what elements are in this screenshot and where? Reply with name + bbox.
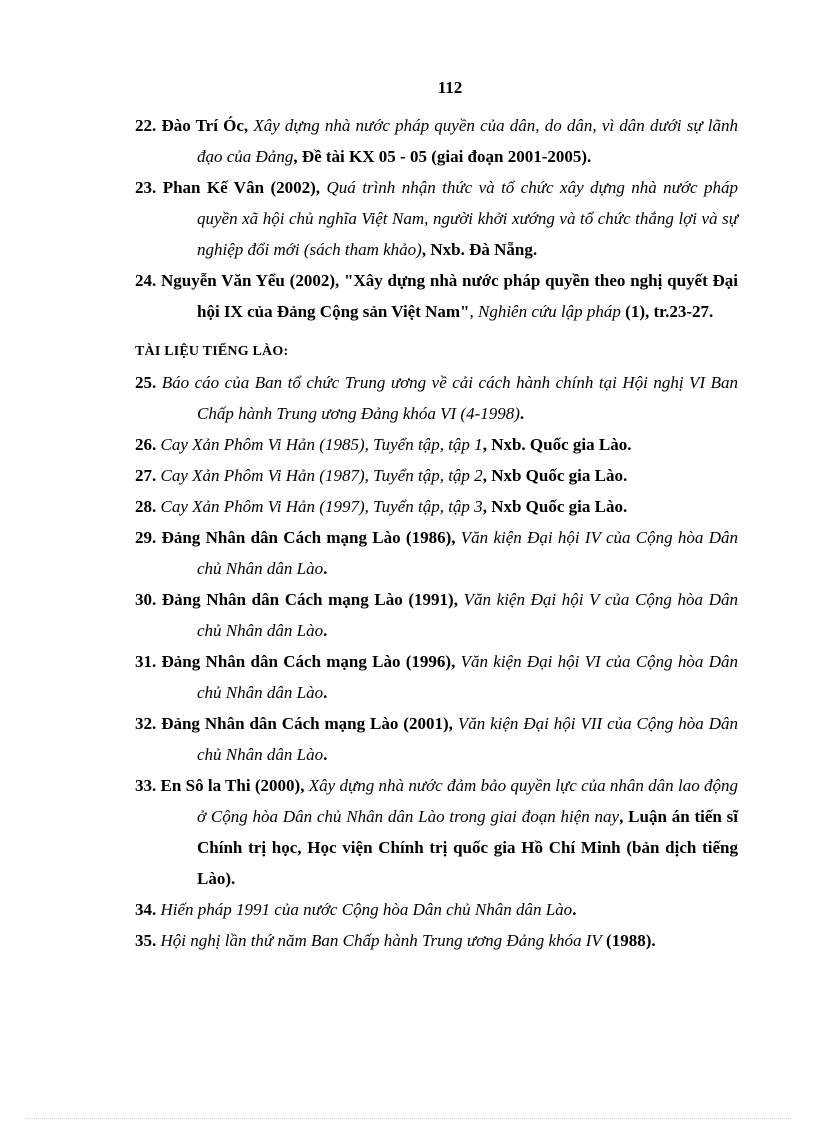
- reference-item: [135, 460, 738, 491]
- reference-text: , Nxb Quốc gia Lào.: [482, 497, 628, 516]
- reference-number: 24.: [135, 271, 157, 290]
- reference-text: .: [323, 621, 328, 640]
- reference-text: .: [572, 900, 577, 919]
- reference-title: Văn kiện Đại hội VI của Cộng hòa Dân chủ Nhân dân Lào: [197, 652, 738, 702]
- reference-text: Phan Kế Vân (2002),: [162, 178, 327, 197]
- reference-item: [135, 646, 738, 708]
- reference-title: Hiến pháp 1991 của nước Cộng hòa Dân chủ Nhân dân Lào: [160, 900, 573, 919]
- reference-number: 27.: [135, 466, 157, 485]
- reference-number: 34.: [135, 900, 157, 919]
- page-bottom-divider: [25, 1118, 791, 1119]
- reference-title: Văn kiện Đại hội VII của Cộng hòa Dân chủ Nhân dân Lào: [197, 714, 739, 764]
- reference-text: .: [323, 683, 328, 702]
- reference-text: Nguyễn Văn Yểu (2002), "Xây dựng nhà nước pháp quyền theo nghị quyết Đại hội IX của Đảng Cộng sản Việt Nam": [161, 271, 739, 321]
- reference-text: Đảng Nhân dân Cách mạng Lào (1986),: [161, 528, 461, 547]
- vietnamese-references: [135, 110, 738, 327]
- reference-text: , Nxb. Quốc gia Lào.: [482, 435, 632, 454]
- reference-text: .: [519, 404, 525, 423]
- reference-title: Quá trình nhận thức và tổ chức xây dựng nhà nước pháp quyền xã hội chủ nghĩa Việt Nam, người khởi xướng và tổ chức thắng lợi và sự nghiệp đổi mới (sách tham khảo): [197, 178, 739, 259]
- reference-number: 25.: [135, 373, 157, 392]
- reference-number: 30.: [135, 590, 157, 609]
- reference-text: (1988).: [601, 931, 656, 950]
- reference-item: [135, 894, 738, 925]
- reference-item: [135, 429, 738, 460]
- reference-item: [135, 708, 738, 770]
- page-number: 112: [437, 78, 463, 97]
- reference-item: [135, 925, 738, 956]
- reference-title: Hội nghị lần thứ năm Ban Chấp hành Trung ương Đảng khóa IV: [160, 931, 602, 950]
- reference-number: 26.: [135, 435, 157, 454]
- reference-list: [135, 110, 738, 956]
- reference-text: , Đề tài KX 05 - 05 (giai đoạn 2001-2005).: [293, 147, 592, 166]
- reference-number: 28.: [135, 497, 157, 516]
- reference-text: (1), tr.23-27.: [620, 302, 714, 321]
- reference-text: Đảng Nhân dân Cách mạng Lào (2001),: [161, 714, 458, 733]
- reference-number: 22.: [135, 116, 157, 135]
- reference-number: 31.: [135, 652, 157, 671]
- reference-item: [135, 491, 738, 522]
- reference-number: 29.: [135, 528, 157, 547]
- reference-text: , Nxb. Đà Nẵng.: [421, 240, 538, 259]
- reference-item: [135, 367, 738, 429]
- reference-item: [135, 584, 738, 646]
- reference-item: [135, 265, 738, 327]
- reference-text: .: [323, 559, 328, 578]
- reference-number: 33.: [135, 776, 157, 795]
- reference-text: , Luận án tiến sĩ Chính trị học, Học viện Chính trị quốc gia Hồ Chí Minh (bản dịch tiếng Lào).: [197, 807, 738, 888]
- reference-text: .: [323, 745, 328, 764]
- reference-text: , Nxb Quốc gia Lào.: [482, 466, 628, 485]
- reference-text: En Sô la Thi (2000),: [160, 776, 309, 795]
- reference-item: [135, 770, 738, 894]
- reference-number: 23.: [135, 178, 157, 197]
- reference-title: Cay Xản Phôm Vi Hản (1985), Tuyển tập, tập 1: [160, 435, 483, 454]
- reference-item: [135, 172, 738, 265]
- reference-item: [135, 110, 738, 172]
- reference-title: Xây dựng nhà nước pháp quyền của dân, do dân, vì dân dưới sự lãnh đạo của Đảng: [197, 116, 738, 166]
- reference-title: Văn kiện Đại hội V của Cộng hòa Dân chủ Nhân dân Lào: [197, 590, 738, 640]
- reference-item: [135, 522, 738, 584]
- reference-title: Văn kiện Đại hội IV của Cộng hòa Dân chủ Nhân dân Lào: [197, 528, 739, 578]
- reference-text: Đào Trí Óc,: [161, 116, 254, 135]
- reference-title: , Nghiên cứu lập pháp: [469, 302, 621, 321]
- reference-title: Cay Xản Phôm Vi Hản (1987), Tuyển tập, tập 2: [160, 466, 483, 485]
- lao-references: [135, 367, 738, 956]
- reference-text: Đảng Nhân dân Cách mạng Lào (1991),: [161, 590, 464, 609]
- reference-title: Cay Xản Phôm Vi Hản (1997), Tuyển tập, tập 3: [160, 497, 483, 516]
- reference-title: Xây dựng nhà nước đảm bảo quyền lực của nhân dân lao động ở Cộng hòa Dân chủ Nhân dân Lào trong giai đoạn hiện nay: [197, 776, 738, 826]
- reference-text: Đảng Nhân dân Cách mạng Lào (1996),: [161, 652, 461, 671]
- section-heading-lao-sources: TÀI LIỆU TIẾNG LÀO:: [135, 344, 289, 359]
- reference-number: 35.: [135, 931, 157, 950]
- reference-title: Báo cáo của Ban tổ chức Trung ương về cải cách hành chính tại Hội nghị VI Ban Chấp hành Trung ương Đảng khóa VI (4-1998): [161, 373, 738, 423]
- reference-number: 32.: [135, 714, 157, 733]
